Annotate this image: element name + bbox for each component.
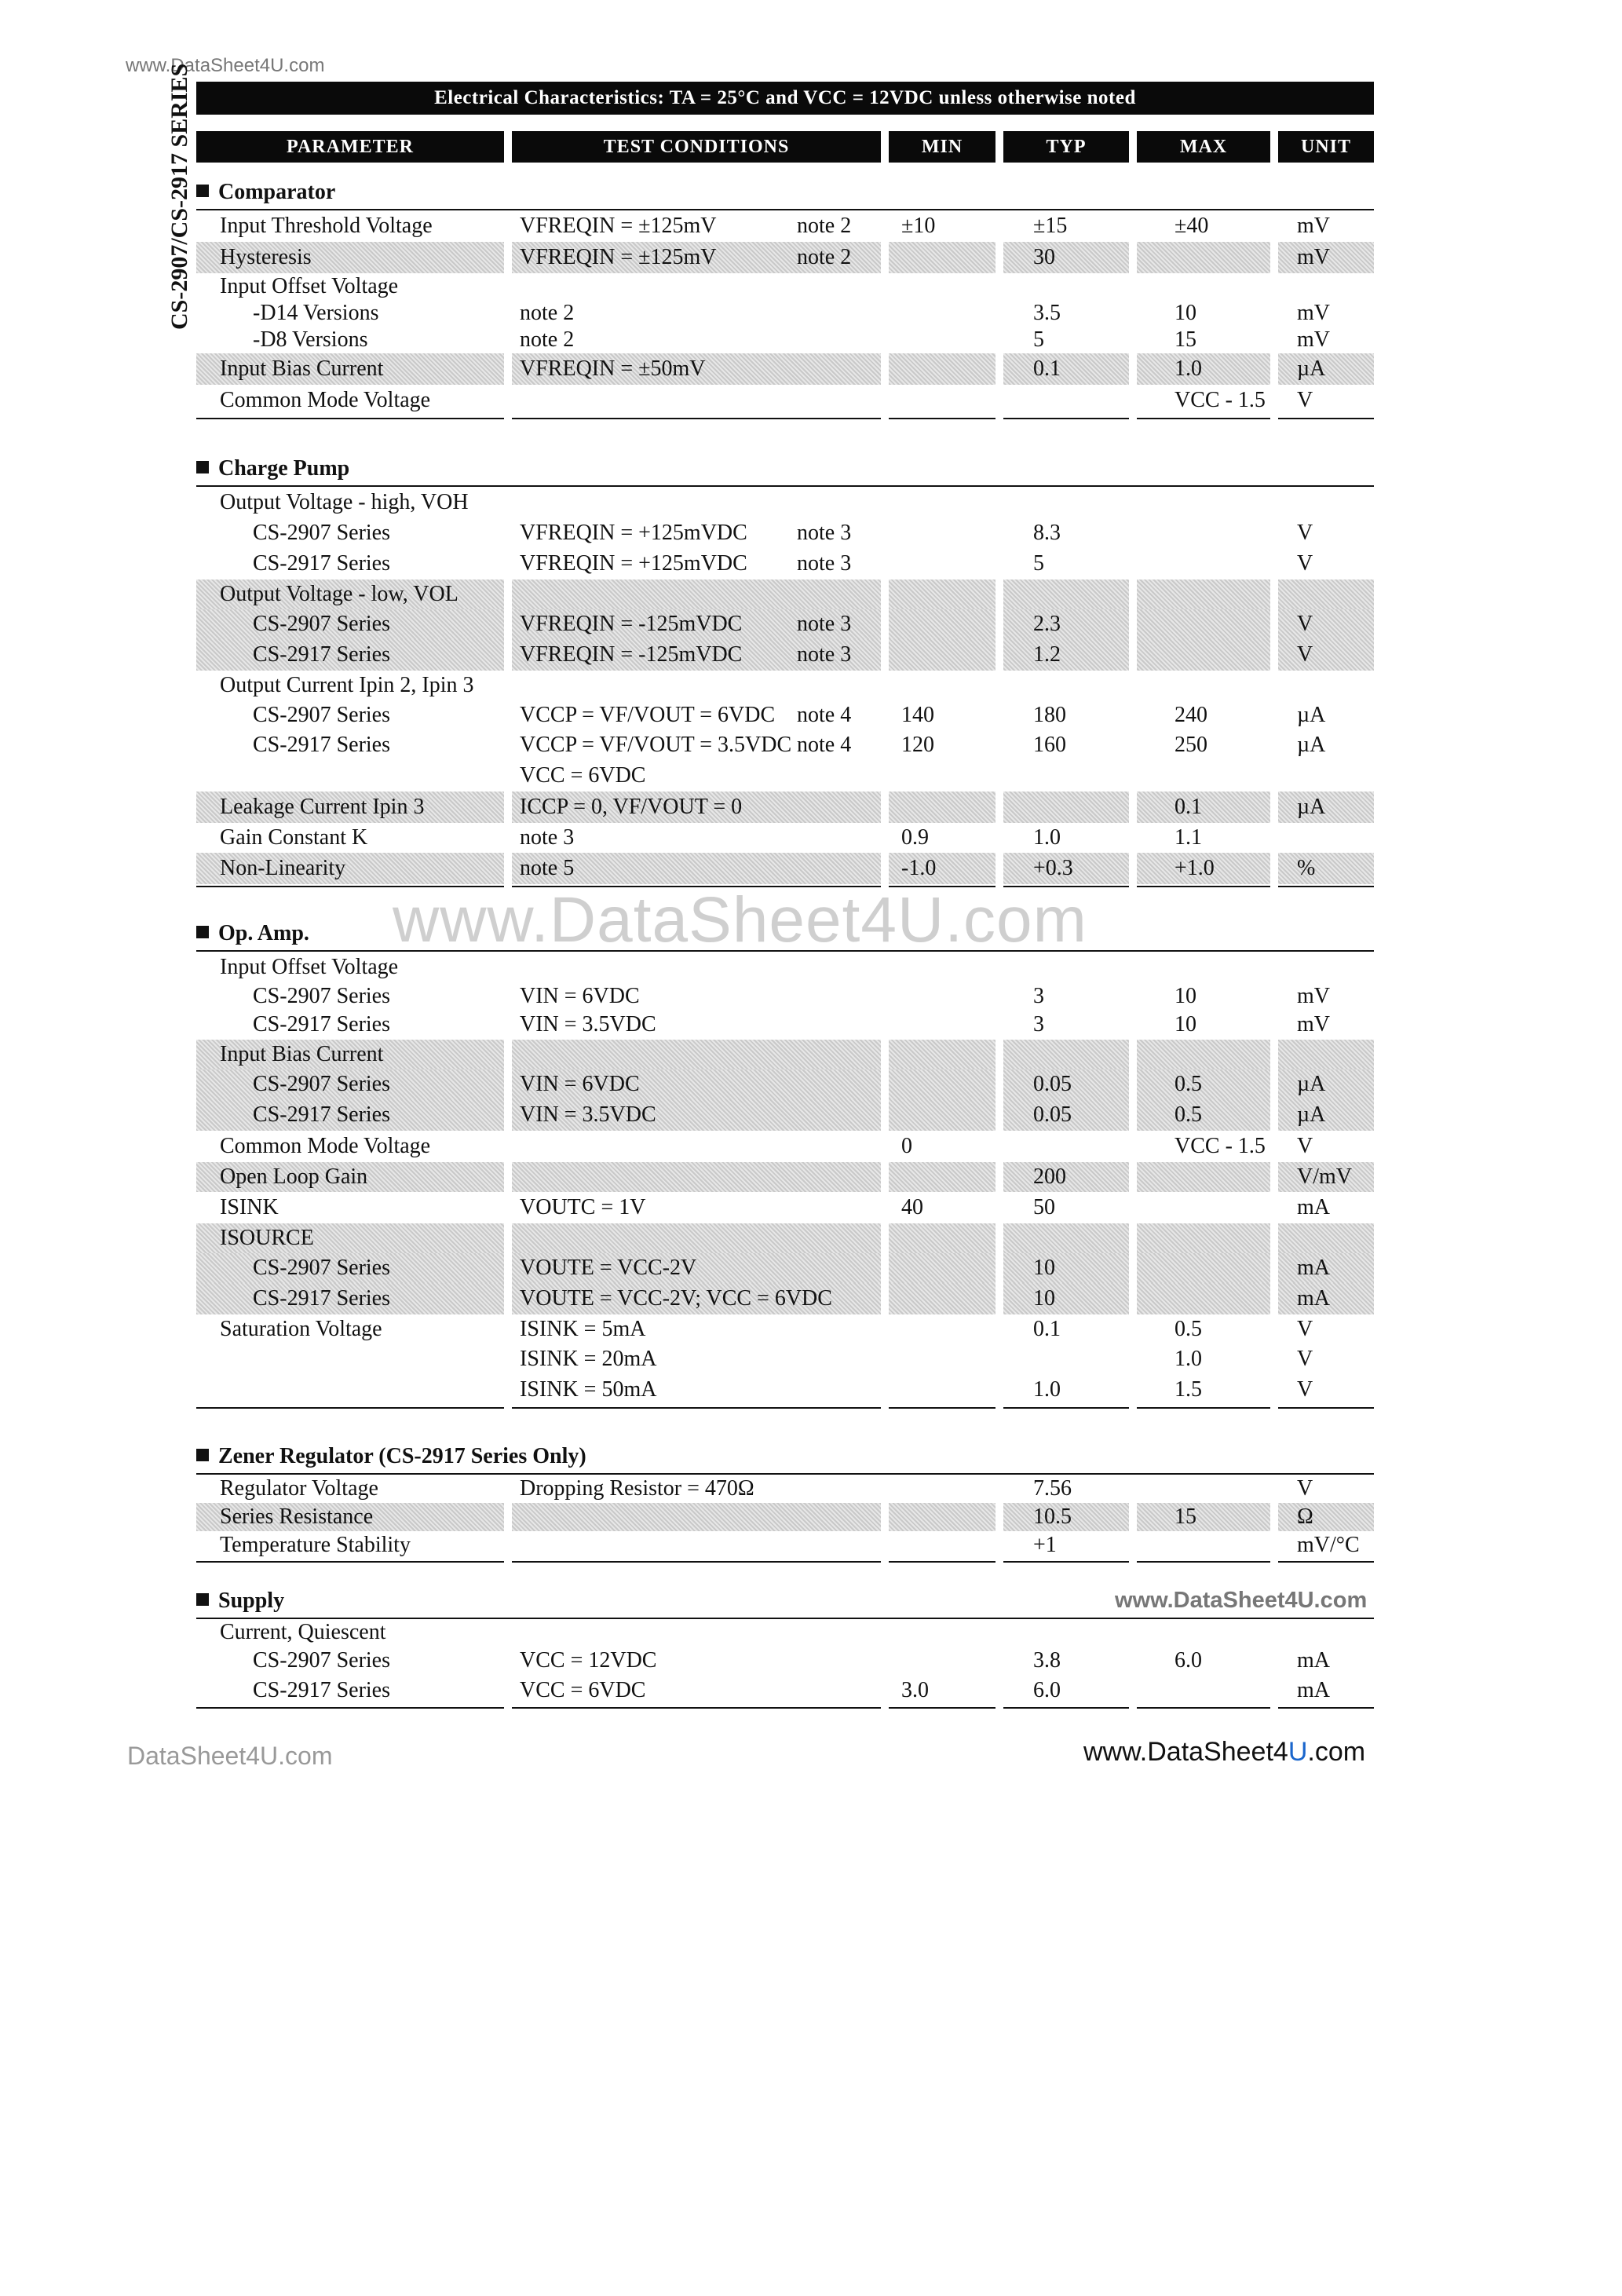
param-cell: CS-2917 Series — [253, 1286, 390, 1311]
table-row — [196, 353, 1374, 385]
note-cell: note 2 — [797, 245, 852, 269]
param-cell: CS-2917 Series — [253, 551, 390, 576]
section-bottom-rule — [1278, 1561, 1374, 1563]
param-cell: Saturation Voltage — [220, 1317, 382, 1341]
unit-cell: mV — [1297, 327, 1330, 352]
series-side-label: CS-2907/CS-2917 SERIES — [166, 63, 192, 330]
unit-cell: mA — [1297, 1678, 1330, 1702]
typ-cell: 3 — [1033, 1012, 1044, 1036]
table-row — [196, 1192, 1374, 1223]
table-row — [196, 983, 1374, 1010]
typ-cell: +1 — [1033, 1533, 1057, 1557]
max-cell: 0.5 — [1174, 1102, 1202, 1127]
condition-cell: note 2 — [520, 301, 575, 325]
section-title — [196, 920, 309, 947]
param-cell: CS-2907 Series — [253, 1256, 390, 1280]
table-row — [196, 853, 1374, 884]
unit-cell: Ω — [1297, 1504, 1313, 1529]
condition-cell: VFREQIN = -125mVDC — [520, 642, 743, 667]
max-cell: 1.0 — [1174, 1347, 1202, 1371]
max-cell: 15 — [1174, 1504, 1196, 1529]
min-cell: -1.0 — [901, 856, 937, 880]
condition-cell: VOUTE = VCC-2V — [520, 1256, 697, 1280]
param-cell: -D14 Versions — [253, 301, 379, 325]
typ-cell: 0.1 — [1033, 356, 1061, 381]
col-header-parameter: PARAMETER — [196, 131, 504, 163]
param-cell: CS-2907 Series — [253, 703, 390, 727]
condition-cell: VFREQIN = ±125mV — [520, 245, 717, 269]
max-cell: 250 — [1174, 733, 1207, 757]
note-cell: note 3 — [797, 551, 852, 576]
table-row — [196, 1040, 1374, 1069]
param-cell: Regulator Voltage — [220, 1476, 378, 1501]
param-cell: Input Threshold Voltage — [220, 214, 433, 238]
typ-cell: 2.3 — [1033, 612, 1061, 636]
max-cell: 240 — [1174, 703, 1207, 727]
col-header-unit: UNIT — [1278, 131, 1374, 163]
table-row — [196, 1503, 1374, 1531]
col-header-min: MIN — [889, 131, 995, 163]
typ-cell: ±15 — [1033, 214, 1068, 238]
typ-cell: 10 — [1033, 1286, 1055, 1311]
param-cell: Series Resistance — [220, 1504, 374, 1529]
max-cell: VCC - 1.5 — [1174, 388, 1266, 412]
typ-cell: 5 — [1033, 327, 1044, 352]
condition-cell: VOUTC = 1V — [520, 1195, 646, 1219]
max-cell: VCC - 1.5 — [1174, 1134, 1266, 1158]
table-row — [196, 548, 1374, 579]
section-bottom-rule — [1137, 1707, 1270, 1709]
table-row — [196, 1374, 1374, 1406]
max-cell: 0.5 — [1174, 1317, 1202, 1341]
unit-cell: V — [1297, 521, 1313, 545]
table-row — [196, 760, 1374, 792]
unit-cell: µA — [1297, 356, 1326, 381]
min-cell: 140 — [901, 703, 934, 727]
section-bottom-rule — [1278, 418, 1374, 419]
col-header-typ: TYP — [1003, 131, 1129, 163]
note-cell: note 4 — [797, 733, 852, 757]
table-row — [196, 1676, 1374, 1706]
note-cell: note 4 — [797, 703, 852, 727]
param-cell: Gain Constant K — [220, 825, 368, 850]
section-bottom-rule — [1278, 1707, 1374, 1709]
condition-cell: VCC = 6VDC — [520, 1678, 646, 1702]
section-bottom-rule — [196, 1707, 504, 1709]
table-row — [196, 385, 1374, 416]
section-bullet-icon — [196, 185, 209, 197]
section-title — [196, 455, 349, 482]
typ-cell: 0.05 — [1033, 1072, 1072, 1096]
unit-cell: mV — [1297, 1012, 1330, 1036]
condition-cell: VIN = 6VDC — [520, 1072, 640, 1096]
section-title-text: Comparator — [218, 180, 336, 204]
footer-url-suffix: .com — [1307, 1737, 1366, 1767]
section-title — [196, 1443, 586, 1470]
min-cell: 0.9 — [901, 825, 929, 850]
table-row — [196, 1283, 1374, 1314]
unit-cell: mV — [1297, 984, 1330, 1008]
typ-cell: 160 — [1033, 733, 1066, 757]
typ-cell: 3 — [1033, 984, 1044, 1008]
param-cell: CS-2917 Series — [253, 1012, 390, 1036]
unit-cell: µA — [1297, 795, 1326, 819]
footer-url-part: www.DataSheet4 — [1083, 1737, 1288, 1767]
max-cell: 0.1 — [1174, 795, 1202, 819]
note-cell: note 3 — [797, 521, 852, 545]
unit-cell: mA — [1297, 1648, 1330, 1673]
table-row — [196, 1619, 1374, 1646]
section-bottom-rule — [512, 1561, 881, 1563]
unit-cell: % — [1297, 856, 1316, 880]
condition-cell: VOUTE = VCC-2V; VCC = 6VDC — [520, 1286, 832, 1311]
section-title-text: Supply — [218, 1589, 285, 1613]
section-title — [196, 179, 335, 206]
max-cell: 10 — [1174, 301, 1196, 325]
center-watermark: www.DataSheet4U.com — [393, 884, 1087, 956]
param-cell: CS-2917 Series — [253, 1102, 390, 1127]
param-cell: Input Bias Current — [220, 356, 384, 381]
unit-cell: V — [1297, 642, 1313, 667]
table-row — [196, 487, 1374, 518]
unit-cell: V/mV — [1297, 1164, 1352, 1189]
param-cell: CS-2907 Series — [253, 1648, 390, 1673]
section-bottom-rule — [1137, 418, 1270, 419]
min-cell: 120 — [901, 733, 934, 757]
table-title-bar: Electrical Characteristics: TA = 25°C and VCC = 12VDC unless otherwise noted — [196, 82, 1374, 115]
max-cell: ±40 — [1174, 214, 1209, 238]
table-row — [196, 1131, 1374, 1162]
min-cell: 40 — [901, 1195, 923, 1219]
condition-cell: note 3 — [520, 825, 575, 850]
param-cell: CS-2917 Series — [253, 733, 390, 757]
max-cell: 15 — [1174, 327, 1196, 352]
table-row — [196, 792, 1374, 823]
max-cell: 1.0 — [1174, 356, 1202, 381]
typ-cell: 5 — [1033, 551, 1044, 576]
section-bullet-icon — [196, 1593, 209, 1606]
max-cell: 1.5 — [1174, 1377, 1202, 1402]
unit-cell: V — [1297, 388, 1313, 412]
unit-cell: mA — [1297, 1286, 1330, 1311]
table-row — [196, 579, 1374, 609]
unit-cell: µA — [1297, 1072, 1326, 1096]
param-cell: Output Voltage - high, VOH — [220, 490, 469, 514]
max-cell: +1.0 — [1174, 856, 1215, 880]
condition-cell: VFREQIN = ±50mV — [520, 356, 706, 381]
condition-cell: VFREQIN = ±125mV — [520, 214, 717, 238]
param-cell: Leakage Current Ipin 3 — [220, 795, 425, 819]
table-row — [196, 1646, 1374, 1676]
param-cell: Current, Quiescent — [220, 1620, 386, 1644]
param-cell: Open Loop Gain — [220, 1164, 368, 1189]
footer-left-watermark: DataSheet4U.com — [127, 1742, 333, 1770]
condition-cell: ISINK = 20mA — [520, 1347, 657, 1371]
unit-cell: mV — [1297, 245, 1330, 269]
max-cell: 10 — [1174, 984, 1196, 1008]
unit-cell: V — [1297, 1377, 1313, 1402]
table-row — [196, 1099, 1374, 1131]
section-bottom-rule — [1137, 886, 1270, 887]
section-bottom-rule — [196, 418, 504, 419]
param-cell: Non-Linearity — [220, 856, 346, 880]
condition-cell: ISINK = 50mA — [520, 1377, 657, 1402]
typ-cell: 10 — [1033, 1256, 1055, 1280]
right-watermark: www.DataSheet4U.com — [1115, 1588, 1368, 1613]
table-row — [196, 1475, 1374, 1503]
min-cell: 0 — [901, 1134, 912, 1158]
typ-cell: 0.1 — [1033, 1317, 1061, 1341]
condition-cell: VCC = 12VDC — [520, 1648, 657, 1673]
footer-right-url[interactable] — [1083, 1737, 1365, 1768]
table-row — [196, 1253, 1374, 1283]
section-bottom-rule — [889, 418, 995, 419]
param-cell: Temperature Stability — [220, 1533, 411, 1557]
typ-cell: +0.3 — [1033, 856, 1073, 880]
typ-cell: 1.0 — [1033, 825, 1061, 850]
section-bottom-rule — [512, 1407, 881, 1409]
table-row — [196, 327, 1374, 353]
section-bottom-rule — [1278, 1407, 1374, 1409]
section-title-text: Op. Amp. — [218, 921, 309, 945]
max-cell: 6.0 — [1174, 1648, 1202, 1673]
section-bottom-rule — [889, 1561, 995, 1563]
condition-cell: VIN = 3.5VDC — [520, 1012, 656, 1036]
typ-cell: 180 — [1033, 703, 1066, 727]
condition-cell: VIN = 6VDC — [520, 984, 640, 1008]
section-bottom-rule — [889, 1407, 995, 1409]
condition-cell: VCCP = VF/VOUT = 3.5VDC — [520, 733, 792, 757]
note-cell: note 3 — [797, 642, 852, 667]
param-cell: CS-2917 Series — [253, 1678, 390, 1702]
param-cell: -D8 Versions — [253, 327, 368, 352]
unit-cell: µA — [1297, 733, 1326, 757]
section-bullet-icon — [196, 1449, 209, 1461]
footer-url-highlight: U — [1288, 1737, 1308, 1767]
unit-cell: mA — [1297, 1256, 1330, 1280]
typ-cell: 8.3 — [1033, 521, 1061, 545]
param-cell: CS-2907 Series — [253, 984, 390, 1008]
condition-cell: VFREQIN = -125mVDC — [520, 612, 743, 636]
table-row — [196, 518, 1374, 548]
unit-cell: V — [1297, 1317, 1313, 1341]
param-cell: CS-2917 Series — [253, 642, 390, 667]
section-bottom-rule — [1003, 1407, 1129, 1409]
condition-cell: ISINK = 5mA — [520, 1317, 646, 1341]
unit-cell: mV/°C — [1297, 1533, 1360, 1557]
table-row — [196, 730, 1374, 760]
section-bottom-rule — [1278, 886, 1374, 887]
param-cell: Hysteresis — [220, 245, 312, 269]
table-row — [196, 639, 1374, 671]
section-bottom-rule — [512, 418, 881, 419]
top-watermark: www.DataSheet4U.com — [126, 55, 325, 76]
param-cell: Output Current Ipin 2, Ipin 3 — [220, 673, 474, 697]
section-bottom-rule — [1003, 1707, 1129, 1709]
section-bottom-rule — [512, 1707, 881, 1709]
section-bottom-rule — [1003, 1561, 1129, 1563]
section-bottom-rule — [1003, 418, 1129, 419]
unit-cell: µA — [1297, 703, 1326, 727]
section-bullet-icon — [196, 461, 209, 473]
typ-cell: 50 — [1033, 1195, 1055, 1219]
param-cell: CS-2907 Series — [253, 521, 390, 545]
typ-cell: 3.8 — [1033, 1648, 1061, 1673]
max-cell: 10 — [1174, 1012, 1196, 1036]
unit-cell: V — [1297, 1347, 1313, 1371]
unit-cell: V — [1297, 612, 1313, 636]
condition-cell: note 5 — [520, 856, 575, 880]
condition-cell: VFREQIN = +125mVDC — [520, 521, 747, 545]
param-cell: Input Bias Current — [220, 1042, 384, 1066]
param-cell: ISOURCE — [220, 1226, 314, 1250]
unit-cell: mV — [1297, 301, 1330, 325]
table-row — [196, 210, 1374, 242]
typ-cell: 200 — [1033, 1164, 1066, 1189]
typ-cell: 30 — [1033, 245, 1055, 269]
note-cell: note 3 — [797, 612, 852, 636]
table-row — [196, 1223, 1374, 1253]
table-row — [196, 1069, 1374, 1099]
section-bottom-rule — [196, 1407, 504, 1409]
param-cell: CS-2907 Series — [253, 612, 390, 636]
param-cell: Common Mode Voltage — [220, 1134, 431, 1158]
table-row — [196, 671, 1374, 700]
table-row — [196, 700, 1374, 730]
condition-cell: ICCP = 0, VF/VOUT = 0 — [520, 795, 743, 819]
table-row — [196, 1531, 1374, 1559]
condition-cell: note 2 — [520, 327, 575, 352]
section-title-text: Zener Regulator (CS-2917 Series Only) — [218, 1444, 586, 1468]
condition-cell: VCC = 6VDC — [520, 763, 646, 788]
param-cell: ISINK — [220, 1195, 279, 1219]
param-cell: Common Mode Voltage — [220, 388, 431, 412]
col-header-max: MAX — [1137, 131, 1270, 163]
table-row — [196, 1344, 1374, 1374]
table-row — [196, 1010, 1374, 1040]
condition-cell: Dropping Resistor = 470Ω — [520, 1476, 754, 1501]
section-bullet-icon — [196, 926, 209, 938]
typ-cell: 6.0 — [1033, 1678, 1061, 1702]
table-row — [196, 1314, 1374, 1344]
note-cell: note 2 — [797, 214, 852, 238]
param-cell: Output Voltage - low, VOL — [220, 582, 458, 606]
max-cell: 0.5 — [1174, 1072, 1202, 1096]
table-row — [196, 273, 1374, 300]
unit-cell: V — [1297, 551, 1313, 576]
unit-cell: V — [1297, 1134, 1313, 1158]
section-bottom-rule — [1137, 1407, 1270, 1409]
table-row — [196, 242, 1374, 273]
table-row — [196, 609, 1374, 639]
unit-cell: V — [1297, 1476, 1313, 1501]
unit-cell: µA — [1297, 1102, 1326, 1127]
param-cell: CS-2907 Series — [253, 1072, 390, 1096]
typ-cell: 7.56 — [1033, 1476, 1072, 1501]
typ-cell: 10.5 — [1033, 1504, 1072, 1529]
param-cell: Input Offset Voltage — [220, 274, 399, 298]
typ-cell: 3.5 — [1033, 301, 1061, 325]
min-cell: 3.0 — [901, 1678, 929, 1702]
section-bottom-rule — [889, 1707, 995, 1709]
table-row — [196, 300, 1374, 327]
section-bottom-rule — [1137, 1561, 1270, 1563]
condition-cell: VFREQIN = +125mVDC — [520, 551, 747, 576]
col-header-test-conditions: TEST CONDITIONS — [512, 131, 881, 163]
typ-cell: 1.0 — [1033, 1377, 1061, 1402]
section-title-text: Charge Pump — [218, 456, 350, 481]
typ-cell: 1.2 — [1033, 642, 1061, 667]
typ-cell: 0.05 — [1033, 1102, 1072, 1127]
condition-cell: VCCP = VF/VOUT = 6VDC — [520, 703, 776, 727]
section-title — [196, 1588, 284, 1614]
table-row — [196, 823, 1374, 853]
table-row — [196, 1162, 1374, 1192]
unit-cell: mA — [1297, 1195, 1330, 1219]
condition-cell: VIN = 3.5VDC — [520, 1102, 656, 1127]
section-bottom-rule — [196, 1561, 504, 1563]
min-cell: ±10 — [901, 214, 936, 238]
max-cell: 1.1 — [1174, 825, 1202, 850]
unit-cell: mV — [1297, 214, 1330, 238]
param-cell: Input Offset Voltage — [220, 955, 399, 979]
